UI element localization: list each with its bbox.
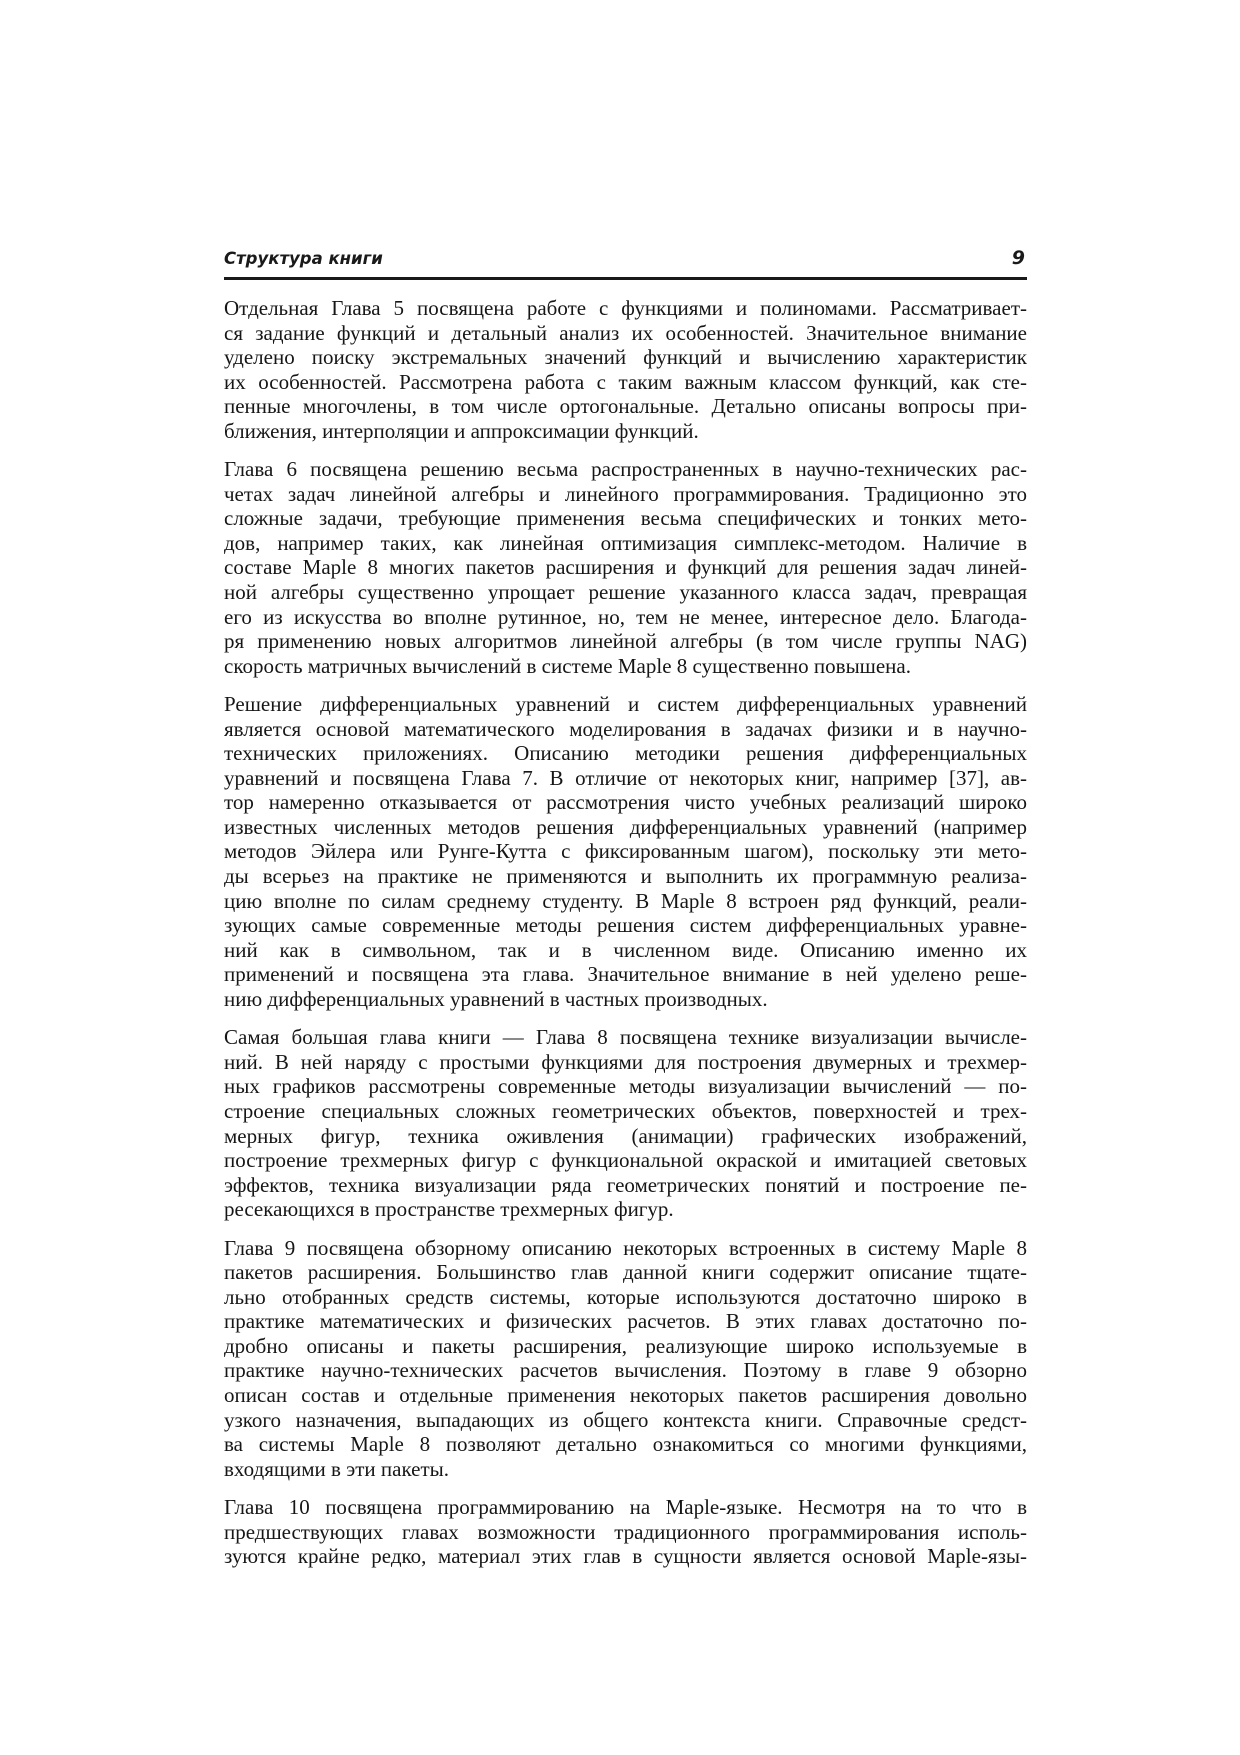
text-line: четах задач линейной алгебры и линейного программирования. Традиционно это xyxy=(224,481,1027,506)
paragraph xyxy=(224,296,1027,443)
text-line: строение специальных сложных геометрических объектов, поверхностей и трех- xyxy=(224,1098,1027,1123)
text-line: ний. В ней наряду с простыми функциями для построения двумерных и трехмер- xyxy=(224,1049,1027,1074)
text-line: ся задание функций и детальный анализ их особенностей. Значительное внимание xyxy=(224,320,1027,345)
text-line: зуются крайне редко, материал этих глав в сущности является основой Maple-язы- xyxy=(224,1544,1027,1569)
text-line: ря применению новых алгоритмов линейной алгебры (в том числе группы NAG) xyxy=(224,629,1027,654)
text-line: цию вполне по силам среднему студенту. В Maple 8 встроен ряд функций, реали- xyxy=(224,888,1027,913)
body-text xyxy=(224,296,1027,1583)
text-line: скорость матричных вычислений в системе Maple 8 существенно повышена. xyxy=(224,653,911,678)
text-line: построение трехмерных фигур с функциональной окраской и имитацией световых xyxy=(224,1148,1027,1173)
text-line: дробно описаны и пакеты расширения, реализующие широко используемые в xyxy=(224,1333,1027,1358)
text-line: Решение дифференциальных уравнений и систем дифференциальных уравнений xyxy=(224,692,1027,717)
text-line: его из искусства во вполне рутинное, но, тем не менее, интересное дело. Благода- xyxy=(224,604,1027,629)
text-line: ва системы Maple 8 позволяют детально ознакомиться со многими функциями, xyxy=(224,1432,1027,1457)
paragraph xyxy=(224,1495,1027,1569)
text-line: предшествующих главах возможности традиционного программирования исполь- xyxy=(224,1519,1027,1544)
running-header-title: Структура книги xyxy=(224,249,383,268)
text-line: тор намеренно отказывается от рассмотрения чисто учебных реализаций широко xyxy=(224,790,1027,815)
text-line: нию дифференциальных уравнений в частных производных. xyxy=(224,986,768,1011)
text-line: эффектов, техника визуализации ряда геометрических понятий и построение пе- xyxy=(224,1172,1027,1197)
paragraph xyxy=(224,692,1027,1011)
text-line: практике научно-технических расчетов вычисления. Поэтому в главе 9 обзорно xyxy=(224,1358,1027,1383)
text-line: методов Эйлера или Рунге-Кутта с фиксированным шагом), поскольку эти мето- xyxy=(224,839,1027,864)
text-line: уделено поиску экстремальных значений функций и вычислению характеристик xyxy=(224,345,1027,370)
paragraph xyxy=(224,457,1027,678)
text-line: применений и посвящена эта глава. Значительное внимание в ней уделено реше- xyxy=(224,962,1027,987)
page-number: 9 xyxy=(1011,247,1025,269)
text-line: ды всерьез на практике не применяются и выполнить их программную реализа- xyxy=(224,864,1027,889)
text-line: Глава 6 посвящена решению весьма распространенных в научно-технических рас- xyxy=(224,457,1027,482)
text-line: пенные многочлены, в том числе ортогональные. Детально описаны вопросы при- xyxy=(224,394,1027,419)
text-line: зующих самые современные методы решения систем дифференциальных уравне- xyxy=(224,913,1027,938)
text-line: Самая большая глава книги — Глава 8 посвящена технике визуализации вычисле- xyxy=(224,1025,1027,1050)
text-line: дов, например таких, как линейная оптимизация симплекс-методом. Наличие в xyxy=(224,530,1027,555)
text-line: входящими в эти пакеты. xyxy=(224,1456,449,1481)
text-line: ний как в символьном, так и в численном виде. Описанию именно их xyxy=(224,937,1027,962)
text-line: практике математических и физических расчетов. В этих главах достаточно по- xyxy=(224,1309,1027,1334)
text-line: ной алгебры существенно упрощает решение указанного класса задач, превращая xyxy=(224,580,1027,605)
text-line: Отдельная Глава 5 посвящена работе с функциями и полиномами. Рассматривает- xyxy=(224,296,1027,320)
running-header xyxy=(224,245,1027,280)
text-line: технических приложениях. Описанию методики решения дифференциальных xyxy=(224,741,1027,766)
text-line: узкого назначения, выпадающих из общего контекста книги. Справочные средст- xyxy=(224,1407,1027,1432)
text-line: Глава 9 посвящена обзорному описанию некоторых встроенных в систему Maple 8 xyxy=(224,1235,1027,1260)
text-line: известных численных методов решения дифференциальных уравнений (например xyxy=(224,814,1027,839)
text-line: мерных фигур, техника оживления (анимации) графических изображений, xyxy=(224,1123,1027,1148)
text-line: уравнений и посвящена Глава 7. В отличие от некоторых книг, например [37], ав- xyxy=(224,765,1027,790)
text-line: их особенностей. Рассмотрена работа с таким важным классом функций, как сте- xyxy=(224,369,1027,394)
text-line: описан состав и отдельные применения некоторых пакетов расширения довольно xyxy=(224,1382,1027,1407)
text-line: ресекающихся в пространстве трехмерных фигур. xyxy=(224,1197,674,1222)
text-line: составе Maple 8 многих пакетов расширения и функций для решения задач линей- xyxy=(224,555,1027,580)
text-line: льно отобранных средств системы, которые используются достаточно широко в xyxy=(224,1284,1027,1309)
paragraph xyxy=(224,1025,1027,1221)
paragraph xyxy=(224,1236,1027,1481)
text-line: ближения, интерполяции и аппроксимации функций. xyxy=(224,418,699,443)
text-line: является основой математического моделирования в задачах физики и в научно- xyxy=(224,716,1027,741)
text-line: Глава 10 посвящена программированию на Maple-языке. Несмотря на то что в xyxy=(224,1495,1027,1520)
text-line: сложные задачи, требующие применения весьма специфических и тонких мето- xyxy=(224,506,1027,531)
text-line: пакетов расширения. Большинство глав данной книги содержит описание тщате- xyxy=(224,1260,1027,1285)
text-line: ных графиков рассмотрены современные методы визуализации вычислений — по- xyxy=(224,1074,1027,1099)
